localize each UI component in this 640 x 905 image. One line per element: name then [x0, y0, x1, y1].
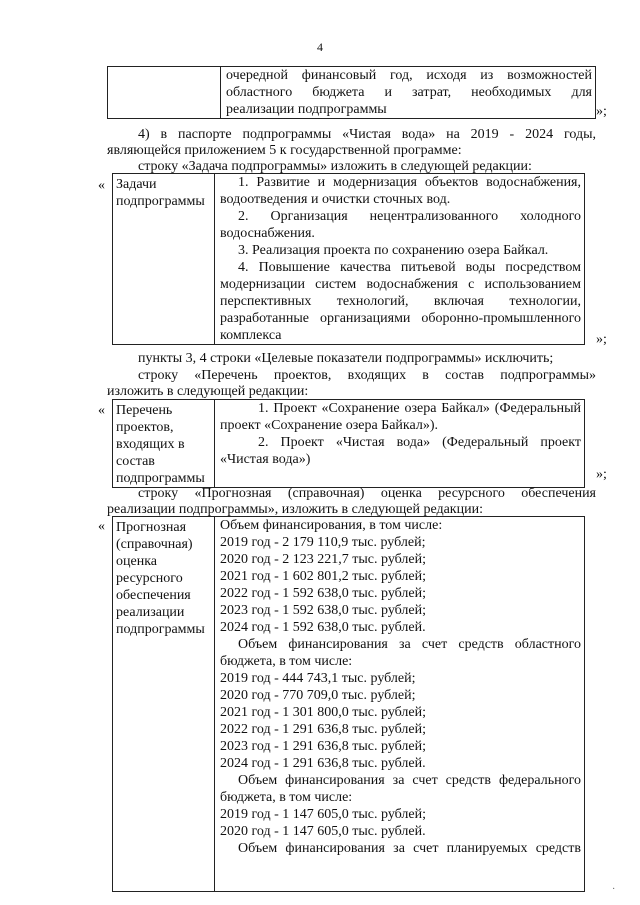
- task-item: 4. Повышение качества питьевой воды посредством модернизации систем водоснабжения с использованием перспективных технологий, включая технологии, разработанные организациями оборонно-промышленного комплекса: [220, 260, 581, 343]
- opening-quote: «: [98, 178, 105, 193]
- instruction-forecast-line: реализации подпрограммы», изложить в следующей редакции:: [107, 502, 483, 517]
- funding-line: 2020 год - 1 147 605,0 тыс. рублей.: [220, 824, 426, 839]
- table-label-cell: [113, 400, 215, 488]
- task-item: 1. Развитие и модернизация объектов водоснабжения, водоотведения и очистки сточных вод.: [220, 175, 581, 207]
- text-line: областного бюджета и затрат, необходимых для: [226, 85, 592, 100]
- table-continuation: [107, 66, 596, 119]
- funding-line: 2021 год - 1 301 800,0 тыс. рублей;: [220, 705, 427, 720]
- row-label: Перечень проектов, входящих в состав подпрограммы: [116, 403, 205, 486]
- instruction-tasks: строку «Задача подпрограммы» изложить в следующей редакции:: [138, 159, 532, 174]
- funding-line: 2023 год - 1 291 636,8 тыс. рублей;: [220, 739, 427, 754]
- closing-quote: »;: [596, 332, 607, 347]
- table-content-cell: [215, 400, 585, 488]
- table-funding: [112, 516, 585, 892]
- table-tasks: [112, 173, 585, 345]
- funding-line: 2022 год - 1 291 636,8 тыс. рублей;: [220, 722, 427, 737]
- funding-line: Объем финансирования, в том числе:: [220, 518, 443, 533]
- closing-quote: »;: [596, 104, 607, 119]
- instruction-forecast-line: строку «Прогнозная (справочная) оценка ресурсного обеспечения: [138, 486, 596, 501]
- table-label-cell: [113, 517, 215, 892]
- funding-line: 2019 год - 1 147 605,0 тыс. рублей;: [220, 807, 427, 822]
- text-line: очередной финансовый год, исходя из возможностей: [226, 68, 592, 83]
- closing-quote: »;: [596, 467, 607, 482]
- row-label: Задачи подпрограммы: [116, 177, 205, 209]
- funding-heading: Объем финансирования за счет средств областного бюджета, в том числе:: [220, 637, 581, 669]
- funding-line: 2019 год - 444 743,1 тыс. рублей;: [220, 671, 416, 686]
- page-number: 4: [317, 40, 323, 54]
- instruction-exclude: пункты 3, 4 строки «Целевые показатели подпрограммы» исключить;: [138, 351, 554, 366]
- funding-heading: Объем финансирования за счет средств федерального бюджета, в том числе:: [220, 773, 581, 805]
- text-line: реализации подпрограммы: [226, 102, 387, 117]
- funding-line: 2024 год - 1 291 636,8 тыс. рублей.: [220, 756, 426, 771]
- table-content-cell: [215, 174, 585, 345]
- funding-line: 2024 год - 1 592 638,0 тыс. рублей.: [220, 620, 426, 635]
- funding-line: 2022 год - 1 592 638,0 тыс. рублей;: [220, 586, 427, 601]
- project-item: 1. Проект «Сохранение озера Байкал» (Федеральный проект «Сохранение озера Байкал»).: [220, 401, 581, 433]
- table-projects: [112, 399, 585, 488]
- table-label-cell: [113, 174, 215, 345]
- item-4-line: являющейся приложением 5 к государственной программе:: [107, 143, 462, 158]
- table-cell-text: [221, 67, 596, 119]
- opening-quote: «: [98, 403, 105, 418]
- project-item: 2. Проект «Чистая вода» (Федеральный проект «Чистая вода»): [220, 435, 581, 467]
- row-label: Прогнозная (справочная) оценка ресурсного обеспечения реализации подпрограммы: [116, 520, 205, 637]
- instruction-projects-line: строку «Перечень проектов, входящих в состав подпрограммы»: [138, 368, 596, 383]
- funding-heading: Объем финансирования за счет планируемых средств: [238, 841, 581, 856]
- instruction-projects-line: изложить в следующей редакции:: [107, 384, 309, 399]
- item-4-line: 4) в паспорте подпрограммы «Чистая вода» на 2019 - 2024 годы,: [138, 127, 596, 142]
- table-cell-empty: [108, 67, 221, 119]
- task-item: 2. Организация нецентрализованного холодного водоснабжения.: [220, 209, 581, 241]
- funding-line: 2023 год - 1 592 638,0 тыс. рублей;: [220, 603, 427, 618]
- opening-quote: «: [98, 519, 105, 534]
- funding-line: 2021 год - 1 602 801,2 тыс. рублей;: [220, 569, 427, 584]
- funding-line: 2020 год - 2 123 221,7 тыс. рублей;: [220, 552, 427, 567]
- table-content-cell: [215, 517, 585, 892]
- funding-line: 2020 год - 770 709,0 тыс. рублей;: [220, 688, 416, 703]
- funding-line: 2019 год - 2 179 110,9 тыс. рублей;: [220, 535, 426, 550]
- scan-mark: ·: [612, 884, 616, 895]
- task-item: 3. Реализация проекта по сохранению озера Байкал.: [238, 243, 549, 258]
